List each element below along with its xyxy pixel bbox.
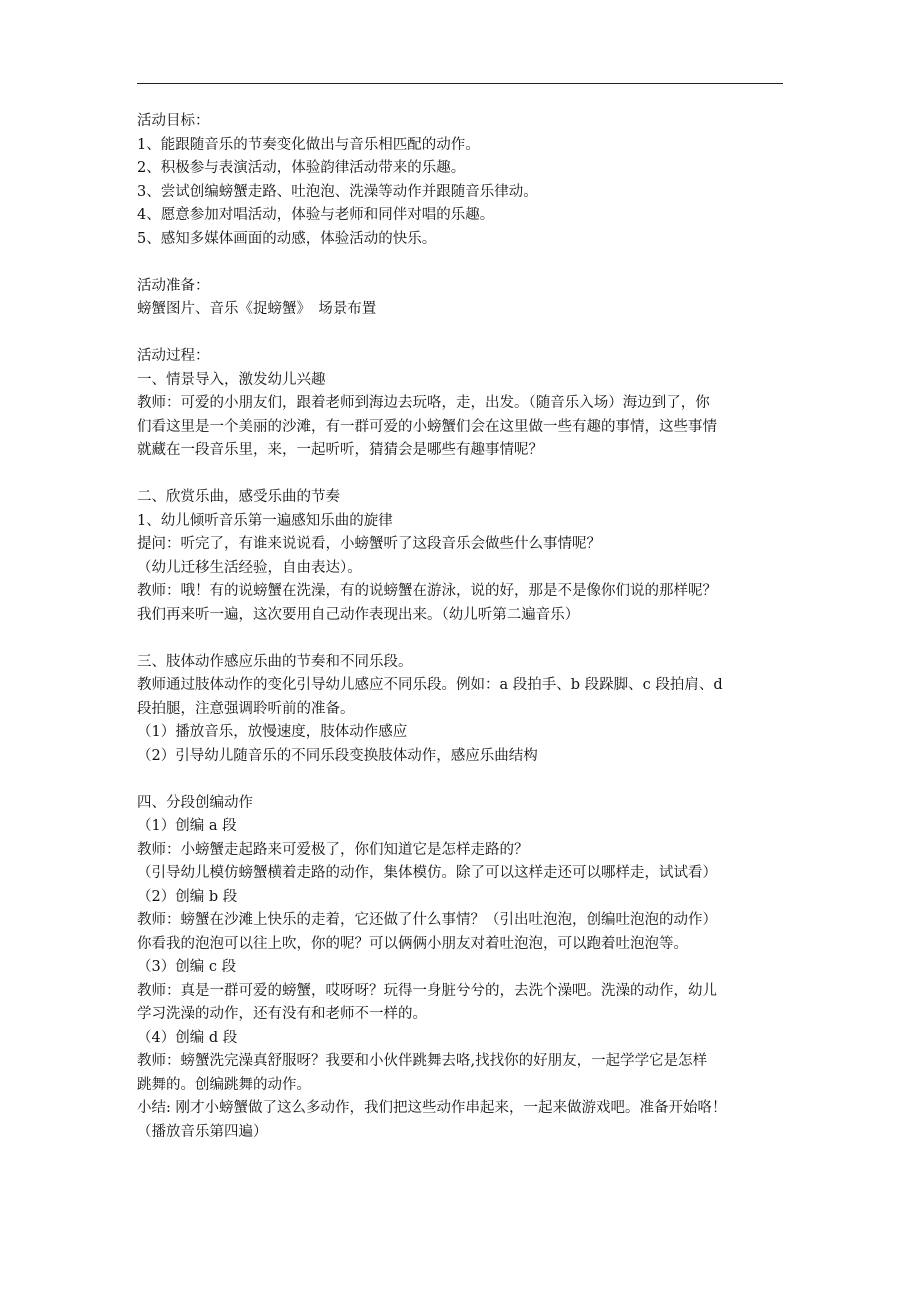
goals-heading: 活动目标： — [137, 113, 210, 129]
body-line: （3）创编 c 段 — [137, 959, 237, 975]
body-line: （引导幼儿模仿螃蟹横着走路的动作，集体模仿。除了可以这样走还可以哪样走，试试看） — [137, 865, 717, 881]
goal-item: 5、感知多媒体画面的动感，体验活动的快乐。 — [137, 230, 437, 247]
paragraph-gap — [137, 463, 797, 487]
body-line: 教师：可爱的小朋友们，跟着老师到海边去玩咯，走，出发。（随音乐入场）海边到了，你 — [137, 395, 710, 411]
prep-heading: 活动准备： — [137, 277, 210, 294]
body-line: 教师：螃蟹在沙滩上快乐的走着，它还做了什么事情？（引出吐泡泡，创编吐泡泡的动作） — [137, 912, 717, 928]
body-line: 1、幼儿倾听音乐第一遍感知乐曲的旋律 — [137, 512, 393, 529]
body-line: 你看我的泡泡可以往上吹，你的呢？可以俩俩小朋友对着吐泡泡，可以跑着吐泡泡等。 — [137, 935, 688, 952]
body-line: （2）创编 b 段 — [137, 888, 238, 905]
prep-line: 螃蟹图片、音乐《捉螃蟹》 场景布置 — [137, 301, 377, 317]
body-line: 跳舞的。创编跳舞的动作。 — [137, 1076, 311, 1093]
header-rule — [137, 83, 783, 84]
goal-item: 2、积极参与表演活动，体验韵律活动带来的乐趣。 — [137, 160, 466, 176]
section-title: 一、情景导入，激发幼儿兴趣 — [137, 371, 326, 388]
body-line: 们看这里是一个美丽的沙滩，有一群可爱的小螃蟹们会在这里做一些有趣的事情，这些事情 — [137, 418, 717, 435]
body-line: （播放音乐第四遍） — [137, 1123, 268, 1140]
paragraph-gap — [137, 322, 797, 346]
section-title: 四、分段创编动作 — [137, 794, 253, 811]
body-line: 教师通过肢体动作的变化引导幼儿感应不同乐段。例如：a 段拍手、b 段跺脚、c 段拍肩、d — [137, 677, 723, 693]
goal-item: 1、能跟随音乐的节奏变化做出与音乐相匹配的动作。 — [137, 136, 480, 153]
section-title: 二、欣赏乐曲，感受乐曲的节奏 — [137, 489, 340, 505]
body-line: 教师：螃蟹洗完澡真舒服呀？我要和小伙伴跳舞去咯,找找你的好朋友，一起学学它是怎样 — [137, 1053, 708, 1069]
body-line: （4）创编 d 段 — [137, 1029, 238, 1046]
body-line: 教师：哦！有的说螃蟹在洗澡，有的说螃蟹在游泳，说的好，那是不是像你们说的那样呢？ — [137, 583, 717, 599]
body-line: 学习洗澡的动作，还有没有和老师不一样的。 — [137, 1006, 427, 1022]
body-line: 就藏在一段音乐里，来，一起听听，猜猜会是哪些有趣事情呢？ — [137, 442, 543, 458]
paragraph-gap — [137, 251, 797, 275]
body-line: （1）播放音乐，放慢速度，肢体动作感应 — [137, 724, 408, 740]
document-body — [137, 110, 797, 1144]
body-line: 我们再来听一遍，这次要用自己动作表现出来。（幼儿听第二遍音乐） — [137, 606, 580, 623]
goal-item: 4、愿意参加对唱活动，体验与老师和同伴对唱的乐趣。 — [137, 207, 495, 223]
section-title: 三、肢体动作感应乐曲的节奏和不同乐段。 — [137, 653, 413, 670]
body-line: （2）引导幼儿随音乐的不同乐段变换肢体动作，感应乐曲结构 — [137, 747, 538, 764]
paragraph-gap — [137, 768, 797, 792]
body-line: 教师：小螃蟹走起路来可爱极了，你们知道它是怎样走路的？ — [137, 841, 529, 858]
body-line: 小结: 刚才小螃蟹做了这么多动作，我们把这些动作串起来，一起来做游戏吧。准备开始咯！ — [137, 1100, 727, 1116]
body-line: （幼儿迁移生活经验，自由表达）。 — [137, 559, 362, 576]
body-line: （1）创编 a 段 — [137, 818, 237, 834]
body-line: 段拍腿，注意强调聆听前的准备。 — [137, 700, 355, 717]
body-line: 提问：听完了，有谁来说说看，小螃蟹听了这段音乐会做些什么事情呢？ — [137, 536, 601, 552]
body-line: 教师：真是一群可爱的螃蟹，哎呀呀？玩得一身脏兮兮的，去洗个澡吧。洗澡的动作，幼儿 — [137, 982, 717, 999]
paragraph-gap — [137, 627, 797, 651]
process-heading: 活动过程： — [137, 348, 210, 364]
goal-item: 3、尝试创编螃蟹走路、吐泡泡、洗澡等动作并跟随音乐律动。 — [137, 183, 538, 200]
